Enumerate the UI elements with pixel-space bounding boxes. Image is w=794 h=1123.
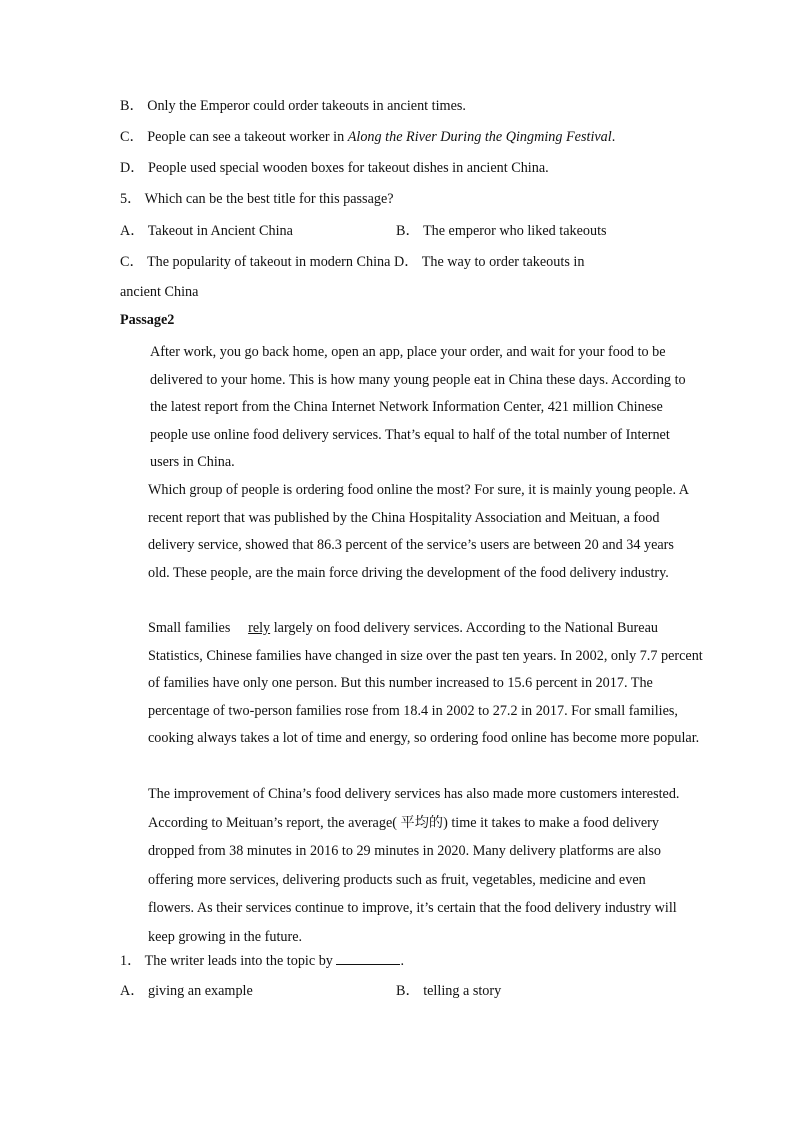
- option-c-prefix: C． People can see a takeout worker in: [120, 129, 348, 145]
- question-5-option-d-cont: ancient China: [120, 284, 199, 300]
- question-1-stem-text: 1． The writer leads into the topic by: [120, 953, 333, 969]
- question-5-stem: 5． Which can be the best title for this passage?: [120, 191, 394, 207]
- passage-heading: Passage2: [120, 312, 175, 328]
- painting-title: Along the River During the Qingming Festival: [347, 129, 612, 145]
- question-5-option-cd: C． The popularity of takeout in modern China D． The way to order takeouts in: [120, 254, 585, 270]
- paragraph-3-rest: largely on food delivery services. According to the National Bureau Statistics, Chinese families have changed in size over the past ten years. In 2002, only 7.7 percent of families have only one person. But this number increased to 15.6 percent in 2017. The percentage of two-person families rose from 18.4 in 2002 to 27.2 in 2017. For small families, cooking always takes a lot of time and energy, so ordering food online has become more popular.: [148, 620, 703, 746]
- question-1-option-a: A． giving an example: [120, 983, 253, 999]
- passage-paragraph-1: After work, you go back home, open an app, place your order, and wait for your food to be delivered to your home. This is how many young people eat in China these days. According to the latest report from the China Internet Network Information Center, 421 million Chinese people use online food delivery services. That’s equal to half of the total number of Internet users in China.: [150, 344, 686, 470]
- question-5-row-ab: [120, 222, 720, 240]
- question-1-options: [120, 982, 720, 1000]
- question-5-option-a: A． Takeout in Ancient China: [120, 223, 293, 239]
- passage-paragraph-4: The improvement of China’s food delivery services has also made more customers interested. According to Meituan’s report, the average( 平均的) time it takes to make a food delivery dropped from 38 minutes in 2016 to 29 minutes in 2020. Many delivery platforms are also offering more services, delivering products such as fruit, vegetables, medicine and even flowers. As their services continue to improve, it’s certain that the food delivery industry will keep growing in the future.: [148, 786, 680, 945]
- option-c-suffix: .: [611, 129, 616, 145]
- paragraph-3-start: Small families: [148, 620, 231, 636]
- underlined-word: rely: [248, 620, 271, 636]
- question-1-option-b: B． telling a story: [396, 983, 502, 999]
- question-5-option-b: B． The emperor who liked takeouts: [396, 223, 607, 239]
- option-d: D． People used special wooden boxes for takeout dishes in ancient China.: [120, 160, 549, 176]
- passage-paragraph-3: [120, 615, 703, 753]
- question-1-stem-end: .: [400, 953, 404, 969]
- answer-blank[interactable]: [336, 951, 400, 965]
- passage-paragraph-2: Which group of people is ordering food online the most? For sure, it is mainly young people. A recent report that was published by the China Hospitality Association and Meituan, a food delivery service, showed that 86.3 percent of the service’s users are between 20 and 34 years old. These people, are the main force driving the development of the food delivery industry.: [148, 482, 689, 581]
- option-c: [120, 128, 615, 146]
- option-b: B． Only the Emperor could order takeouts in ancient times.: [120, 98, 466, 114]
- question-1-stem: [120, 951, 404, 969]
